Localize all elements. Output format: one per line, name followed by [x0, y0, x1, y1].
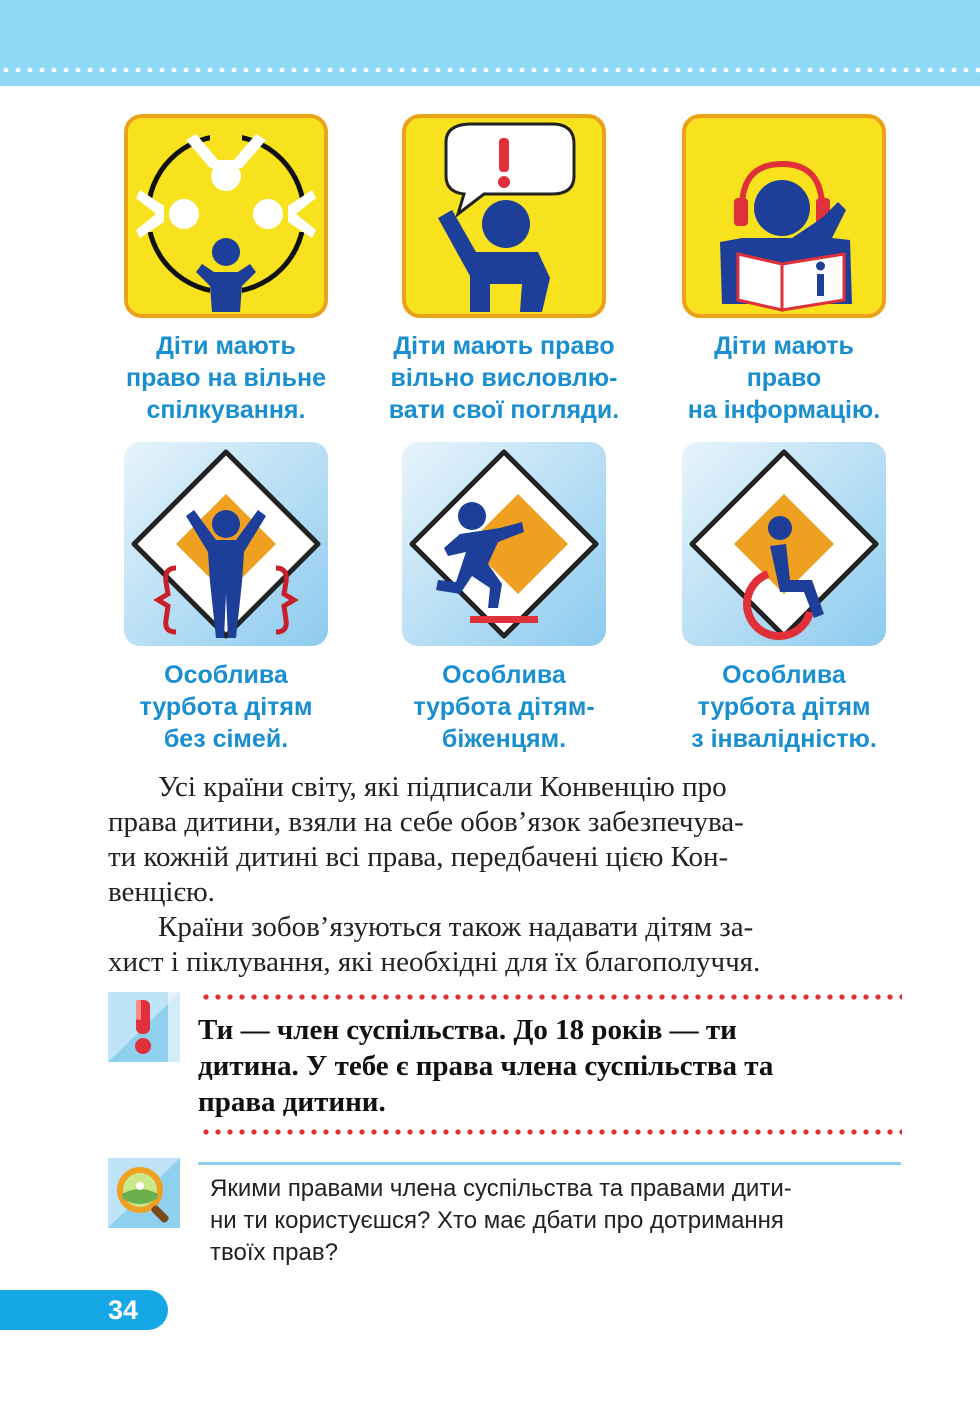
caption-orphan-care: Особлива турбота дітям без сімей.	[139, 661, 313, 753]
body-paragraph-1: Усі країни світу, які підписали Конвенцію про права дитини, взяли на себе обов’язок забезпечува- ти кожній дитині всі права, передбачені цією Кон- венцією.	[108, 771, 744, 908]
communication-icon	[124, 114, 328, 318]
speech-icon	[402, 114, 606, 318]
question-text: Якими правами члена суспільства та правами дити- ни ти користуєшся? Хто має дбати про дотримання твоїх прав?	[210, 1175, 792, 1266]
disability-care-icon	[682, 442, 886, 646]
note-top-dotted-rule	[200, 993, 902, 1001]
information-icon	[682, 114, 886, 318]
important-note: Ти — член суспільства. До 18 років — ти дитина. У тебе є права члена суспільства та права дитини.	[198, 1014, 774, 1118]
top-dotted-border	[0, 66, 980, 74]
caption-disability-care: Особлива турбота дітям з інвалідністю.	[691, 661, 877, 753]
magnifier-icon	[108, 1158, 180, 1228]
orphan-care-icon	[124, 442, 328, 646]
caption-speech: Діти мають право вільно висловлю- вати свої погляди.	[388, 332, 620, 424]
caption-refugee-care: Особлива турбота дітям- біженцям.	[413, 661, 595, 753]
page-number: 34	[108, 1295, 139, 1325]
exclamation-icon	[108, 992, 180, 1062]
caption-communication: Діти мають право на вільне спілкування.	[125, 332, 327, 424]
body-paragraph-2: Країни зобов’язуються також надавати дітям за- хист і піклування, які необхідні для їх благополуччя.	[108, 911, 761, 978]
caption-information: Діти мають право на інформацію.	[687, 332, 881, 424]
refugee-care-icon	[402, 442, 606, 646]
question-top-rule	[198, 1162, 901, 1165]
note-bottom-dotted-rule	[200, 1128, 902, 1136]
